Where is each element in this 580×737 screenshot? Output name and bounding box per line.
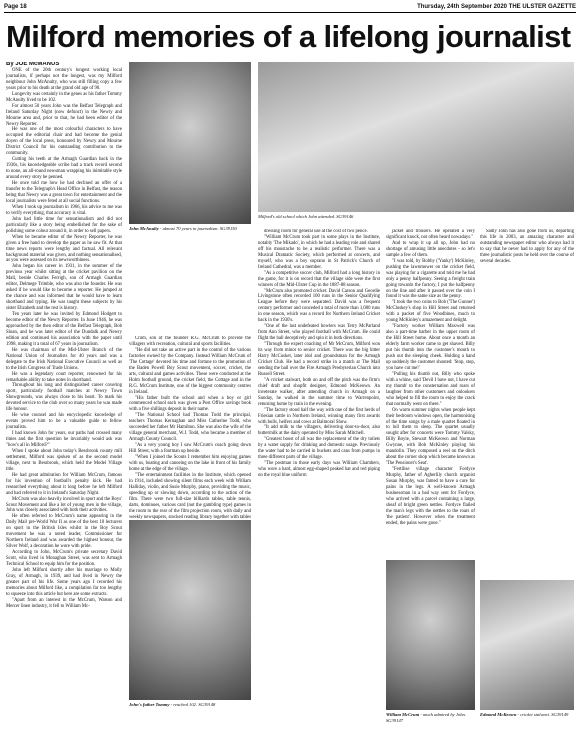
byline: By JOE McMANUS xyxy=(6,62,60,67)
page-number: Page 18 xyxy=(4,3,27,10)
photo-tommy-mcanulty xyxy=(129,520,251,700)
article-paragraph: "The National School had Thomas Todd the principal, teachers Thomas Kernaghan and Miss Catherine Todd, who succeeded her father Mr Hamilton. She was also the wife of the village general merchant, W.J. Todd, who became a member of Armagh County Council. xyxy=(129,413,251,443)
article-paragraph: He wise counsel and his encyclopedic knowledge of events proved him to be a valuable guide to fellow journalists. xyxy=(6,413,122,431)
article-paragraph: dressing room for general use at the cost of two pence. xyxy=(264,229,368,234)
caption-text: - much admired by John. SG39147 xyxy=(386,712,466,723)
article-paragraph: "William McCrum took part in some plays in the Institute, notably 'The Mikado', in which he had a leading role and shared off his moustache to be a realistic performer. There was a Musical Dramatic Society, which performed at concerts, and myself, who was a boy soprano in St Patrick's Church of Ireland Cathedral, was a member. xyxy=(258,234,380,270)
article-column-1 xyxy=(6,62,122,732)
article-paragraph: "Pulling his thumb out, Billy who spoke with a whine, said 'Devil I have not, I have cut my thumb' to the consternation and roars of laughter from other customers and onlookers who helped to fill the room to enjoy the crack that normally went on there." xyxy=(386,371,475,407)
article-paragraph: Cutting his teeth at the Armagh Guardian back in the 1930s, his knowledgeable scribe had a track record second to none, an all-round newsman wrapping his inimitable style around every story he penned. xyxy=(6,157,122,181)
caption-milford-school xyxy=(258,214,574,220)
photo-edmond-mckeown xyxy=(480,580,574,710)
article-paragraph: On warm summer nights when people kept their bedroom windows open, the harmonising of the time songs by a male quartet floated in to lull them to sleep. The quartet usually sought after for concerts were Tommy Valsky, Billy Boyle, Stewart McKeown and Norman Gwynne, with Bob McKinley playing his mandolin. They composed a reel on the ditch about the corner shop which became known as 'The Pensioner's Seat'. xyxy=(386,407,475,467)
article-paragraph: ONE of the 20th century's longest working local journalists, if perhaps not the longest, was my Milford neighbour John McAnulty, who was still filling copy a few years prior to his death at the grand old age of 90. xyxy=(6,67,122,91)
article-paragraph: "The factory stood half the way with one of the first herds of Friesian cattle in Northern Ireland, winning many first awards with bulls, heifers and cows at Balmoral Show. xyxy=(258,407,380,425)
article-paragraph: He often referred to McCrum's name appearing in the Daily Mail pre-World War II as one of the best 10 lecturers on sport in the British Isles whilst in the Boy Scout movement he was a noted leader, Commissioner for Northern Ireland and was awarded the highest honour, the Silver Wolf, a decoration he wore with pride. xyxy=(6,514,122,550)
article-paragraph: According to John, McCrum's private secretary David Scott, who lived in Monaghan Street, was sent to Armagh Technical School to equip him for the position. xyxy=(6,550,122,568)
article-paragraph: He had great admiration for William McCrum, famous for his invention of football's penalty kick. He had researched everything about it long before he left Milford and had referred to it in Ireland's Saturday Night. xyxy=(6,472,122,496)
article-paragraph: John had little time for sensationalism and did not particularly like a story being embellished for the sake of polishing some colour around it, in order to sell papers. xyxy=(6,216,122,234)
article-paragraph: "Factory worker William Maxwell was also a part-time barber in the upper room of the Hill Street home. About once a month an elderly farm worker came to get shaved. Billy put his thumb into the customer's mouth to push out the sleeping cheek. Holding a hand up suddenly the customer shouted: 'Stop, stop, you have cut me!' xyxy=(386,324,475,371)
article-paragraph: "It add milk to the villagers, delivering door-to-door, also buttermilk at the dairy operated by Miss Sarah Mitchell. xyxy=(258,425,380,437)
article-paragraph: jacket and trousers. He operated a very significant knock, not often heard nowadays." xyxy=(386,229,475,240)
article-paragraph: Ten years later he was invited by Edmond Hodgett to become editor of the Newry Reporter. In June 1946, he was approached by the then editor of the Belfast Telegraph, Bob Sloan, and he was later editor of the Dundalk and Newry edition and continued his association with the paper until 1998, making it a total of 67 years in journalism. xyxy=(6,312,122,347)
article-paragraph: Throughout his long and distinguished career covering sport, particularly football matches at Newry Town Showgrounds, was always close to his heart. To mark his devoted service to the club over so many years he was made life honour. xyxy=(6,383,122,413)
caption-text: Milford's old school which John attended. SG39146 xyxy=(258,214,354,219)
photo-john-mcanulty xyxy=(129,62,251,224)
article-paragraph: "McCrum also promoted cricket. David Carson and Geordie Livingstone often recorded 100 runs in the Senior Qualifying League before they were separated. David was a frequent century performer and conceded a total of more than 1,000 runs in one season, which was a record for Northern Ireland Cricket back in the 1930's. xyxy=(258,288,380,324)
article-paragraph: When I took up journalism in 1966, his advice to me was to verify everything, that accuracy is vital. xyxy=(6,204,122,216)
article-paragraph: For almost 50 years John was the Belfast Telegraph and Ireland Saturday Night (now defunct) in the Newry and Mourne area and, prior to that, he had been editor of the Newry Reporter. xyxy=(6,103,122,127)
article-paragraph: When he became editor of the Newry Reporter, he was given a free hand to develop the paper as he saw fit. At that time news reports were lengthy and factual. All relevant background material was given, and nothing sensationalised, as you were assessed on its newsworthiness. xyxy=(6,234,122,264)
article-paragraph: "Fertilise village character Fordyce Murphy, father of Agherlily church organist Susan Murphy, was famed to have a cure for pains in the legs. A well-known Armagh businessman in a bad way sent for Fordyce, who arrived with a parcel containing a large, sheaf of bright green nettles. Fordyce flailed the man's legs with the nettles to the roars of 'the patient'. However when the treatment ended, the pains were gone." xyxy=(386,467,475,526)
photo-william-mcrum xyxy=(386,560,475,710)
caption-name: Edmond McKeown xyxy=(480,712,517,717)
caption-text: - reached 102. SG39148 xyxy=(169,702,216,707)
caption-name: William McCrum xyxy=(386,712,420,717)
article-column-3 xyxy=(258,229,380,732)
caption-edmond-mckeown xyxy=(480,712,574,718)
article-paragraph: "Apart from an interest in the McCrum, Watson and Mercer linen industry, it fell to William Mc- xyxy=(6,597,122,609)
header-rule xyxy=(4,12,576,13)
article-paragraph: Crum, son of the founder R.G. McCrum to provide the villagers with recreation, cultural and sports facilities. xyxy=(129,336,251,347)
article-paragraph: "Through the expert coaching of Mr McCrum, Milford won its way from minor to senior cricket. There was the big hitter Harry McCusker, later idol and groundsman for the Armagh Cricket Club. He had a record strike in a match at The Mall sending the ball over the Fire Armagh Presbyterian Church into Russell Street. xyxy=(258,342,380,377)
caption-tommy-mcanulty xyxy=(129,702,251,708)
photo-milford-school xyxy=(258,62,574,212)
article-paragraph: John began his career in 1931, in the summer of the previous year whilst sitting at the cricket pavilion on the Mall, beside Charles Ferrigh, son of Armagh Guardian editor, Delmege Trimble, who was also the founder. He was asked if he would like to become a reporter. He jumped at the chance and was informed that he would have to learn shorthand and typing. He was taught these subjects by his sister Elizabeth and the rest is history. xyxy=(6,264,122,312)
article-paragraph: "Greatest boost of all was the replacement of the dry toilets by a water supply for drinking and domestic usage. Previously the water had to be carried in buckets and cans from pumps in three different parts of the village. xyxy=(258,437,380,461)
article-paragraph: "I took the two coins to Bob ('The Gunner') McCloskey's shop in Hill Street and returned with a packet of five Woodbines, much to young McKinley's amazement and delight. xyxy=(386,300,475,324)
article-paragraph: John left Milford shortly after his marriage to Molly Gray, of Armagh, in 1939, and had lived in Newry the greater part of his life. Some years ago I recorded his memories about Milford like, a compilation far too lengthy to squeeze into this article but here are some extracts. xyxy=(6,568,122,597)
caption-text: - cricket stalwart. SG39149 xyxy=(516,712,569,717)
article-paragraph: He was one of the most colourful characters to have occupied the editorial chair and had become the genial doyen of the local press, honoured by Newry and Mourne District Council for his outstanding contribution to the community. xyxy=(6,127,122,157)
article-paragraph: And to wrap it up all up, John had no shortage of amusing little anecdotes - so let's sample a few of them. xyxy=(386,240,475,258)
article-paragraph: "A cricket stalwart, both on and off the pitch was the firm's chief draft and shopfit designer, Edmond McKeown. An inveterate walker, after attending church in Armagh on a Sunday, he walked in the summer time to Warrenpoint, returning home by train in the evening. xyxy=(258,377,380,407)
article-paragraph: I had known John for years, our paths had crossed many times and the first question he invariably would ask was "how's all in Milford?" xyxy=(6,431,122,448)
article-paragraph: He was chairman of the Mid-Ulster Branch of the National Union of Journalists for 40 years and was a delegate to the Irish National Executive Council as well as to the Irish Congress of Trade Unions. xyxy=(6,347,122,371)
headline: Milford memories of a lifelong journalist xyxy=(6,19,571,54)
article-paragraph: McCrum was also heavily involved in sport and the Boys' Scout Movement and like a lot of young men in the village, John was closely associated with both their activities. xyxy=(6,496,122,514)
article-paragraph: Longevity was certainly in the genes as his father Tommy McAnulty lived to be 102. xyxy=(6,91,122,103)
article-paragraph: "One of the last undefeated bowlers was Terry McParland from Ann Street, who played football with McCrum. He could flight the ball deceptively and spin it in both directions. xyxy=(258,324,380,342)
article-paragraph: "The entertainment facilities in the Institute, which opened in 1914, included showing silent films each week with William Halliday, violin, and Susie Murphy, piano, providing the music, speeding up or slowing down, according to the action of the film. There were two full-size billiards tables, table tennis, darts, dominoes, various card (not the gambling type) games in the room to the rear of the film projection room, with daily and weekly newspapers, stocked reading library together with tables xyxy=(129,472,251,520)
article-paragraph: He was a legendary court reporter, renowned for his remarkable ability to take notes in shorthand. xyxy=(6,371,122,383)
article-paragraph: "As a very young boy I saw McCrum's coach going down Hill Street, with a footman up beside. xyxy=(129,443,251,455)
article-paragraph: "He did not take an active part in the control of the various factories owned by the Company. Instead William McCrum of 'The Cottage' devoted his time and fortune to the promotion of the Baden Powell Boy Scout movement, soccer, cricket, the arts, cultural and games activities. These were conducted at the Holm football ground, the cricket field, the Cottage and in the R.G. McCrum Institute, one of the biggest community centres in Ireland. xyxy=(129,347,251,395)
col1-paragraphs xyxy=(6,68,122,610)
caption-name: John's father Tommy xyxy=(129,702,170,707)
article-paragraph: "When I joined the Scouts I remember him enjoying games with us, boating and canoeing on the lake in front of his family home at the edge of the village. xyxy=(129,455,251,472)
caption-text: - almost 70 years in journalism. SG39150 xyxy=(158,226,237,231)
article-paragraph: "As a competitive soccer club, Milford had a long history in the game, for it is on record that the village side were the first winners of the Mid-Ulster Cup in the 1887-88 season. xyxy=(258,270,380,288)
caption-william-mcrum xyxy=(386,712,475,723)
caption-name: John McAnulty xyxy=(129,226,159,231)
article-paragraph: Sadly John has also gone from us, departing this life in 2003, an amazing character and outstanding newspaper editor who always had it to say that he never had to apply for any of the three journalistic posts he held over the course of several decades. xyxy=(480,229,574,264)
caption-john-mcanulty xyxy=(129,226,251,232)
article-paragraph: He once told me how he had declined an offer of a transfer to the Telegraph's Head Office in Belfast, the reason being that Newry was a great town for entertainment and the local journalists were feted at all social functions. xyxy=(6,181,122,204)
dateline: Thursday, 24th September 2020 THE ULSTER GAZETTE xyxy=(417,3,576,10)
article-paragraph: "His father built the school and when a boy or girl commenced school each was given a Post Office savings book with a five shillings deposit in their name. xyxy=(129,395,251,413)
page-header xyxy=(4,2,576,11)
article-paragraph: "The postman in those early days was William Chambers, who wore a hard, almost egg-shaped peaked hat and red piping on the royal blue uniform xyxy=(258,461,380,479)
article-paragraph: When I spoke about John today's Bessbrook county mill settlement, Milford was spoken of as the second model village, next to Bessbrook, which held the Model Village title. xyxy=(6,448,122,472)
article-paragraph: "I was told, by Bobby ('Yanky') McKinley, pushing the lawnmower on the cricket field, was playing for a cigarette and told me he had only a penny halfpenny. Seeing a freight train going towards the factory, I put the halfpenny on the line and after it passed over the coin I found it was the same size as the penny. xyxy=(386,258,475,300)
